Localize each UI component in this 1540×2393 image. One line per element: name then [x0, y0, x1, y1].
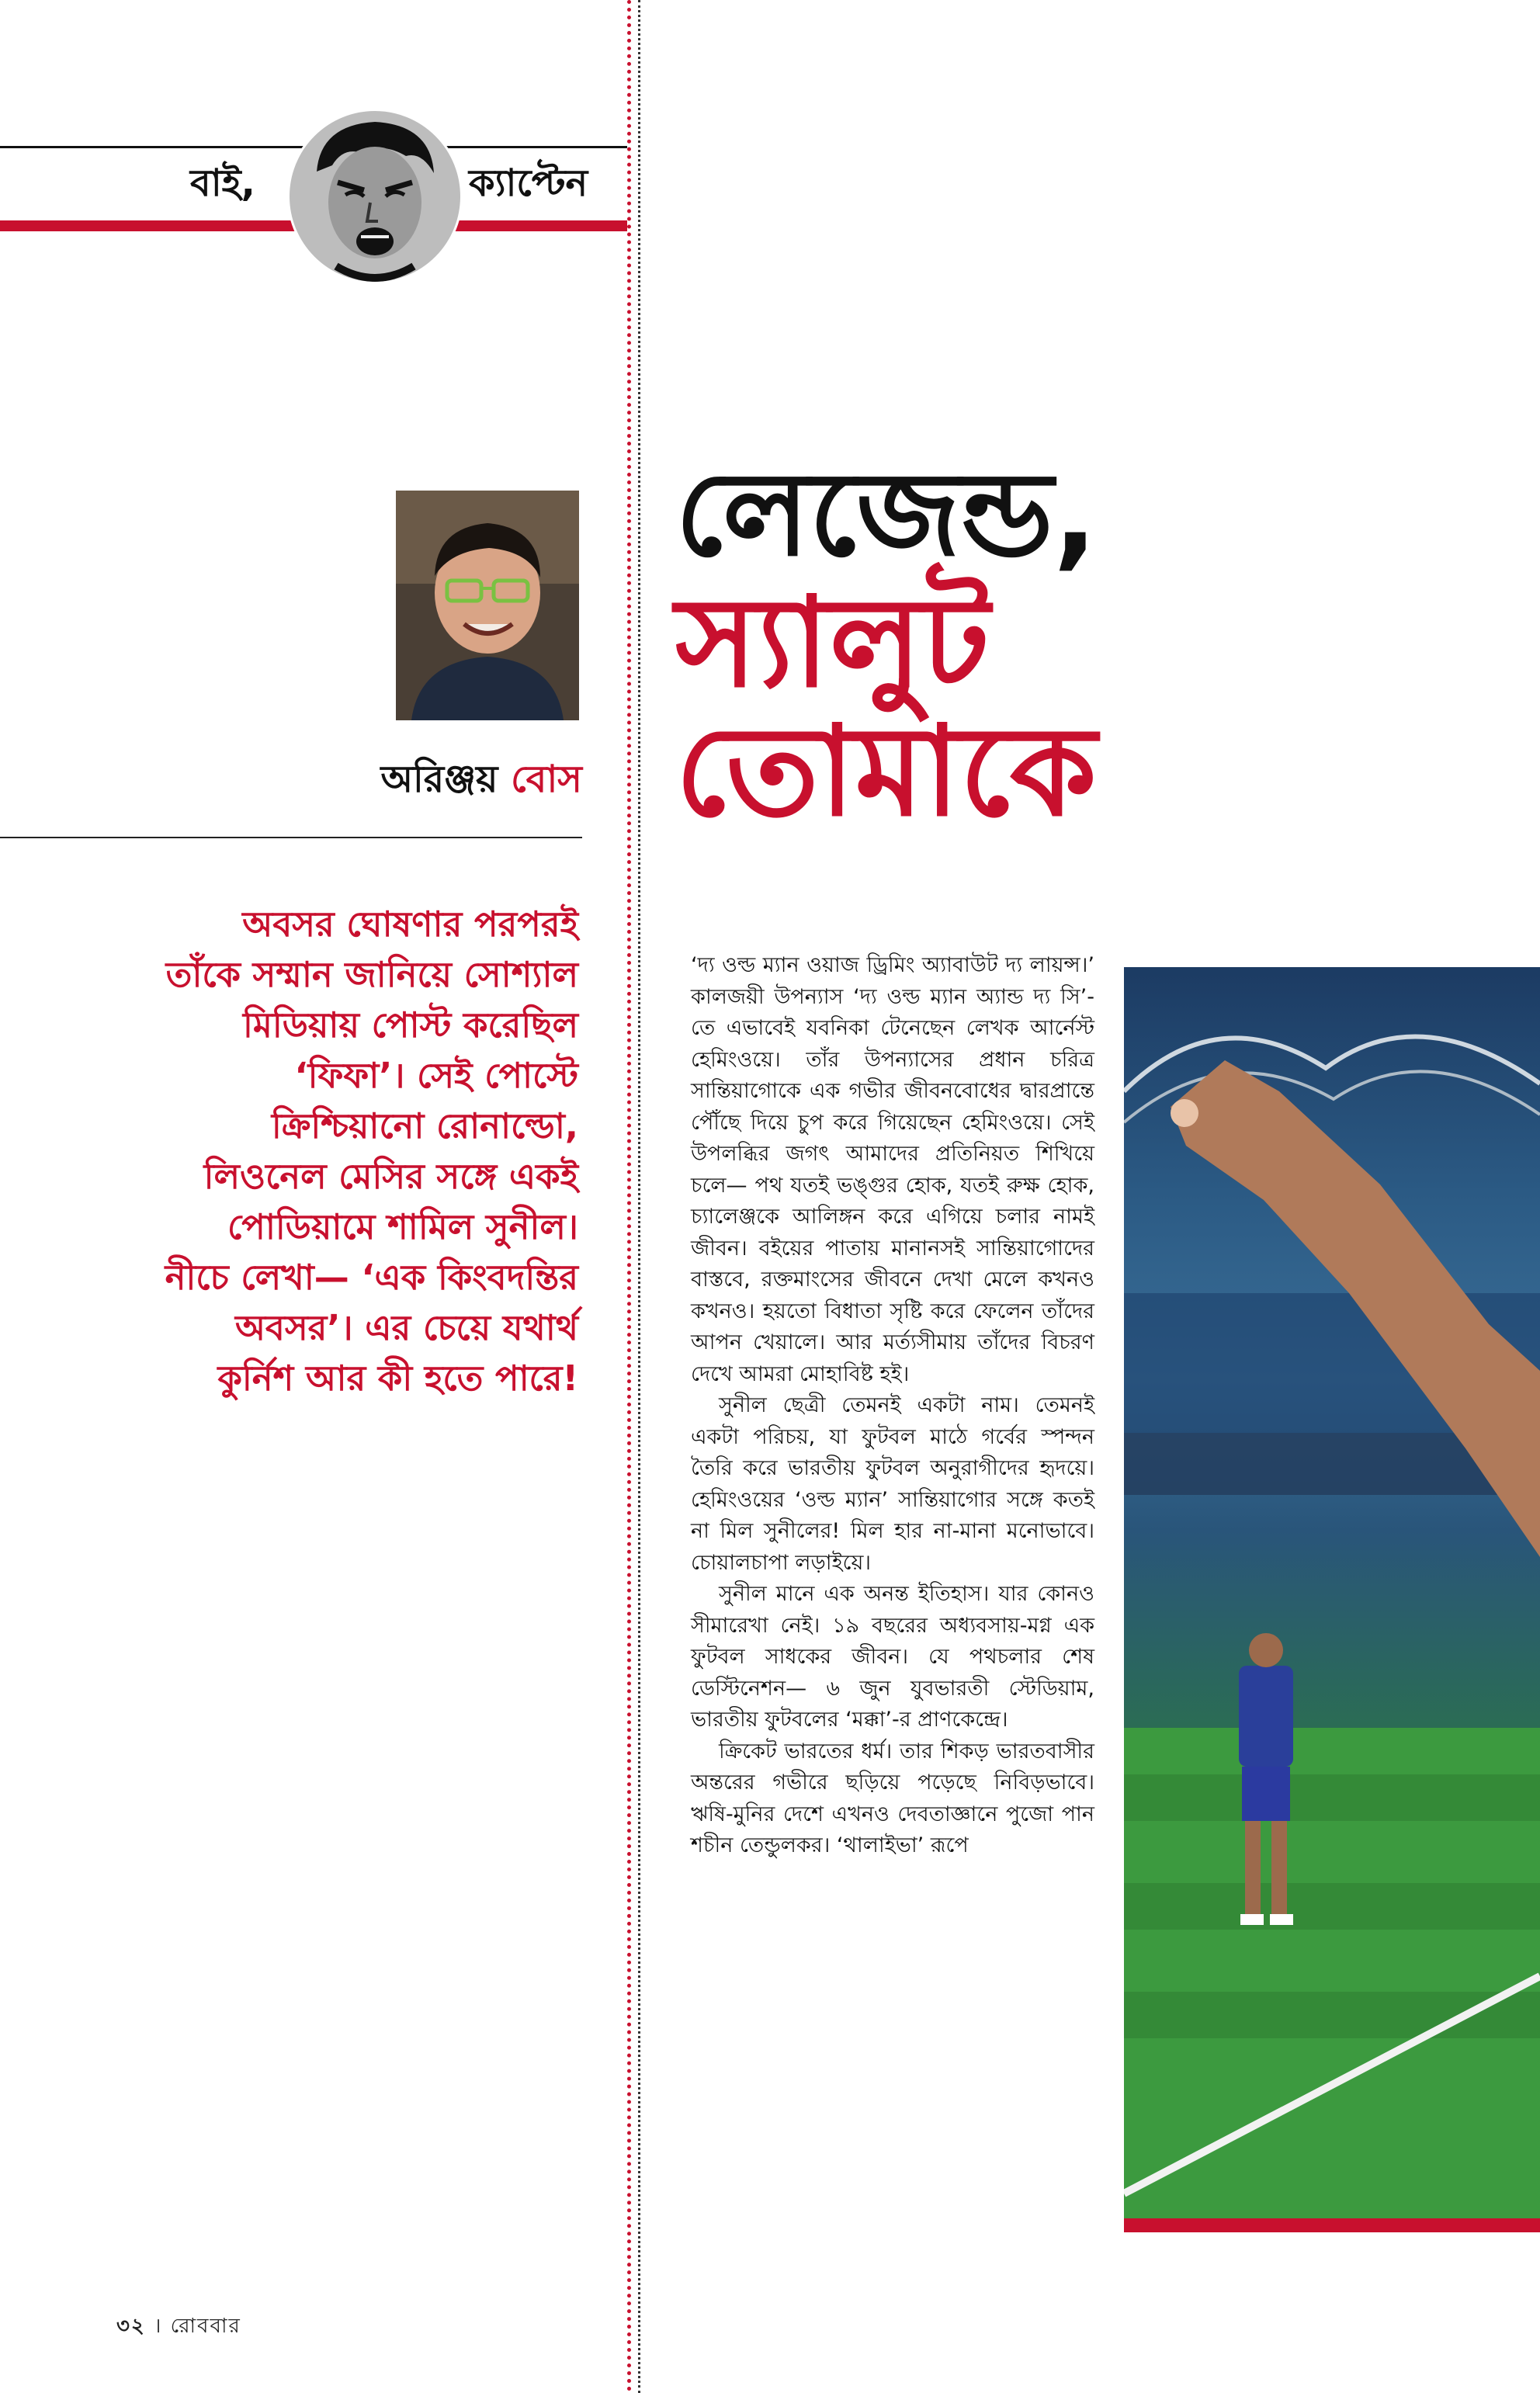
- author-photo: [396, 491, 579, 720]
- footer-separator: ।: [154, 2315, 163, 2338]
- page-footer: [116, 2310, 241, 2344]
- header-left-word: বাই,: [190, 161, 255, 205]
- body-paragraph: সুনীল মানে এক অনন্ত ইতিহাস। যার কোনও সীমারেখা নেই। ১৯ বছরের অধ্যবসায়-মগ্ন এক ফুটবল সাধকের জীবন। যে পথচলার শেষ ডেস্টিনেশন— ৬ জুন যুবভারতী স্টেডিয়াম, ভারতীয় ফুটবলের ‘মক্কা’-র প্রাণকেন্দ্রে।: [691, 1582, 1094, 1732]
- page-number: ৩২: [116, 2315, 146, 2338]
- photo-red-bar: [1124, 2218, 1540, 2232]
- headline-line-2: স্যালুট: [675, 570, 990, 715]
- author-name: [334, 751, 582, 813]
- author-first-name: অরিঞ্জয়: [380, 758, 498, 801]
- header-right-word: ক্যাপ্টেন: [469, 161, 588, 205]
- pull-quote-line: অবসর’। এর চেয়ে যথার্থ: [234, 1307, 578, 1348]
- pull-quote-line: পোডিয়ামে শামিল সুনীল।: [227, 1206, 578, 1247]
- stadium-photo: [1124, 967, 1540, 2218]
- pull-quote-line: অবসর ঘোষণার পরপরই: [242, 903, 578, 945]
- author-rule: [0, 837, 582, 838]
- author-last-name: বোস: [511, 758, 582, 801]
- headline-line-1: লেজেন্ড,: [675, 447, 1098, 582]
- headline-line-3: তোমাকে: [675, 699, 1097, 844]
- shouting-face-illustration: [287, 109, 463, 284]
- body-paragraph: ‘দ্য ওল্ড ম্যান ওয়াজ ড্রিমিং অ্যাবাউট দ্য লায়ন্স।’ কালজয়ী উপন্যাস ‘দ্য ওল্ড ম্যান অ্যান্ড দ্য সি’-তে এভাবেই যবনিকা টেনেছেন লেখক আর্নেস্ট হেমিংওয়ে। তাঁর উপন্যাসের প্রধান চরিত্র সান্তিয়াগোকে এক গভীর জীবনবোধের দ্বারপ্রান্তে পৌঁছে দিয়ে চুপ করে গিয়েছেন হেমিংওয়ে। সেই উপলব্ধির জগৎ আমাদের প্রতিনিয়ত শিখিয়ে চলে— পথ যতই ভঙ্গুর হোক, যতই রুক্ষ হোক, চ্যালেঞ্জকে আলিঙ্গন করে এগিয়ে চলার নামই জীবন। বইয়ের পাতায় মানানসই সান্তিয়াগোদের বাস্তবে, রক্তমাংসের জীবনে দেখা মেলে কখনও কখনও। হয়তো বিধাতা সৃষ্টি করে ফেলেন তাঁদের আপন খেয়ালে। আর মর্ত্যসীমায় তাঁদের বিচরণ দেখে আমরা মোহাবিষ্ট হই।: [691, 953, 1094, 1386]
- pull-quote-line: নীচে লেখা— ‘এক কিংবদন্তির: [165, 1257, 578, 1298]
- pull-quote-line: মিডিয়ায় পোস্ট করেছিল: [243, 1004, 578, 1046]
- pull-quote-line: ক্রিশ্চিয়ানো রোনাল্ডো,: [271, 1105, 578, 1146]
- pull-quote: [93, 899, 578, 1403]
- column-divider-red-dots: [627, 0, 631, 2393]
- pull-quote-line: ‘ফিফা’। সেই পোস্টে: [294, 1055, 578, 1096]
- article-body: [691, 950, 1094, 1862]
- pull-quote-line: লিওনেল মেসির সঙ্গে একই: [203, 1156, 578, 1197]
- magazine-name: রোববার: [170, 2315, 241, 2338]
- article-headline: [675, 447, 1537, 844]
- body-paragraph: সুনীল ছেত্রী তেমনই একটা নাম। তেমনই একটা পরিচয়, যা ফুটবল মাঠে গর্বের স্পন্দন তৈরি করে ভারতীয় ফুটবল অনুরাগীদের হৃদয়ে। হেমিংওয়ের ‘ওল্ড ম্যান’ সান্তিয়াগোর সঙ্গে কতই না মিল সুনীলের! মিল হার না-মানা মনোভাবে। চোয়ালচাপা লড়াইয়ে।: [691, 1393, 1094, 1575]
- body-paragraph: ক্রিকেট ভারতের ধর্ম। তার শিকড় ভারতবাসীর অন্তরের গভীরে ছড়িয়ে পড়েছে নিবিড়ভাবে। ঋষি-মুনির দেশে এখনও দেবতাজ্ঞানে পুজো পান শচীন তেন্ডুলকর। ‘থালাইভা’ রূপে: [691, 1739, 1094, 1857]
- pull-quote-line: কুর্নিশ আর কী হতে পারে!: [217, 1358, 578, 1399]
- pull-quote-line: তাঁকে সম্মান জানিয়ে সোশ্যাল: [165, 954, 578, 995]
- column-divider-dark-dots: [638, 0, 640, 2393]
